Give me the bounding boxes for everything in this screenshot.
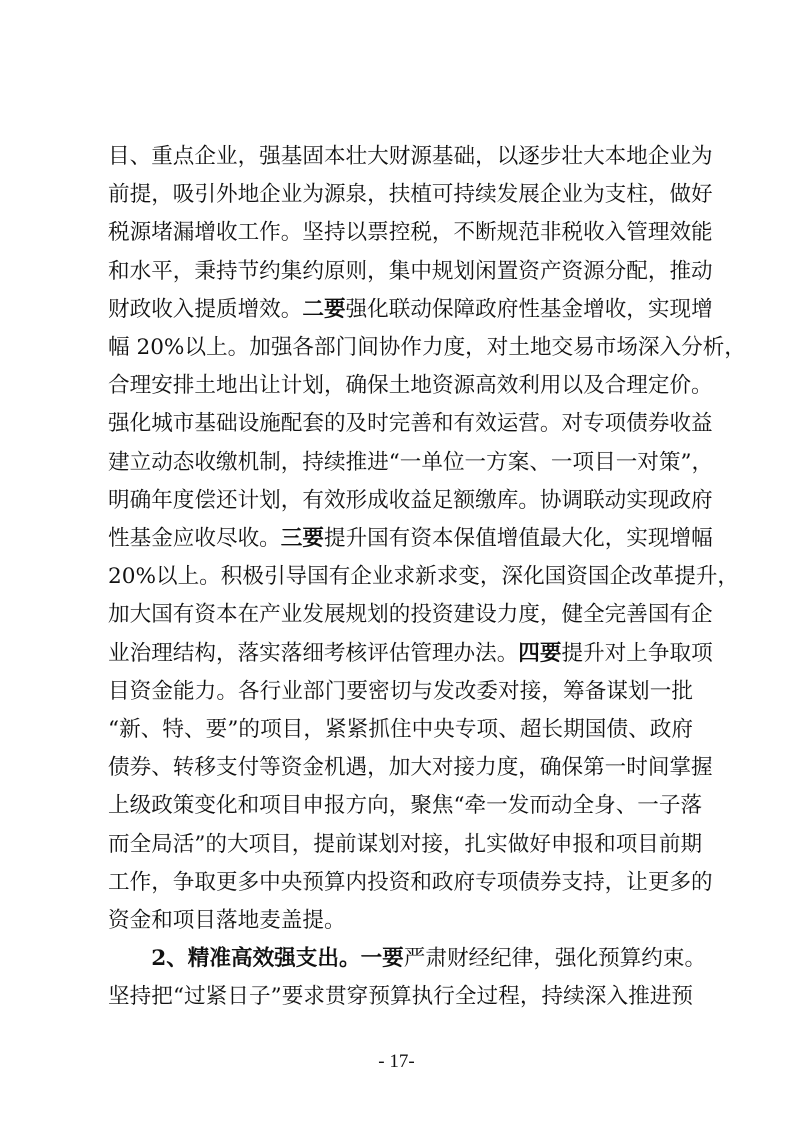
text-segment: 加大国有资本在产业发展规划的投资建设力度，健全完善国有企	[108, 602, 713, 628]
text-line	[108, 749, 713, 787]
text-segment: 业治理结构，落实落细考核评估管理办法。	[108, 640, 519, 666]
text-line	[108, 291, 713, 329]
text-line	[108, 405, 713, 443]
bold-text-segment: 二要	[302, 296, 346, 322]
text-line	[108, 978, 693, 1016]
text-segment: 而全局活”的大项目，提前谋划对接，扎实做好申报和项目前期	[108, 831, 703, 857]
text-line	[108, 253, 713, 291]
text-segment: 工作，争取更多中央预算内投资和政府专项债券支持，让更多的	[108, 869, 713, 895]
text-line	[108, 864, 713, 902]
text-segment: 强化城市基础设施配套的及时完善和有效运营。对专项债券收益	[108, 411, 713, 437]
text-segment: 提升国有资本保值增值最大化，实现增幅	[323, 526, 713, 551]
text-segment: 上级政策变化和项目申报方向，聚焦“牵一发而动全身、一子落	[108, 793, 703, 819]
text-line	[108, 482, 713, 520]
text-line	[108, 176, 713, 214]
bold-text-segment: 三要	[280, 526, 324, 551]
text-line	[108, 596, 713, 634]
text-segment: 20%以上。积极引导国有企业求新求变，深化国资国企改革提升，	[108, 564, 740, 590]
text-line	[108, 826, 703, 864]
text-line	[108, 940, 707, 978]
text-line	[108, 902, 693, 940]
text-line	[108, 558, 740, 596]
text-segment: 提升对上争取项	[561, 640, 713, 666]
text-line	[108, 711, 693, 749]
text-segment: 合理安排土地出让计划，确保土地资源高效利用以及合理定价。	[108, 373, 713, 399]
text-line	[108, 520, 713, 558]
text-segment: 资金和项目落地麦盖提。	[108, 908, 346, 933]
page-number: - 17-	[378, 1051, 415, 1072]
text-line	[108, 329, 746, 367]
text-segment: 明确年度偿还计划，有效形成收益足额缴库。协调联动实现政府	[108, 487, 713, 513]
text-segment: 性基金应收尽收。	[108, 526, 281, 551]
text-segment: 前提，吸引外地企业为源泉，扶植可持续发展企业为支柱，做好	[108, 182, 713, 208]
text-segment: 目、重点企业，强基固本壮大财源基础，以逐步壮大本地企业为	[108, 144, 713, 169]
text-line	[108, 787, 703, 825]
text-segment: 目资金能力。各行业部门要密切与发改委对接，筹备谋划一批	[108, 678, 693, 704]
text-line	[108, 635, 713, 673]
text-line	[108, 444, 714, 482]
text-segment: 税源堵漏增收工作。坚持以票控税，不断规范非税收入管理效能	[108, 220, 713, 246]
text-segment: 严肃财经纪律，强化预算约束。	[403, 946, 707, 972]
text-segment: 财政收入提质增效。	[108, 296, 303, 322]
text-segment: 建立动态收缴机制，持续推进“一单位一方案、一项目一对策”，	[108, 449, 714, 475]
text-segment: “新、特、要”的项目，紧紧抓住中央专项、超长期国债、政府	[108, 717, 693, 742]
text-segment: 和水平，秉持节约集约原则，集中规划闲置资产资源分配，推动	[108, 258, 713, 284]
bold-text-segment: 一要	[360, 946, 404, 972]
bold-text-segment: 2、精准高效强支出。	[108, 946, 361, 972]
text-line	[108, 214, 713, 252]
text-line	[108, 367, 713, 405]
text-segment: 幅 20%以上。加强各部门间协作力度，对土地交易市场深入分析，	[108, 335, 746, 360]
text-segment: 债券、转移支付等资金机遇，加大对接力度，确保第一时间掌握	[108, 755, 713, 781]
bold-text-segment: 四要	[518, 640, 562, 666]
text-line	[108, 673, 693, 711]
text-segment: 坚持把“过紧日子”要求贯穿预算执行全过程，持续深入推进预	[108, 984, 693, 1010]
text-segment: 强化联动保障政府性基金增收，实现增	[345, 296, 713, 322]
text-line	[108, 138, 713, 176]
